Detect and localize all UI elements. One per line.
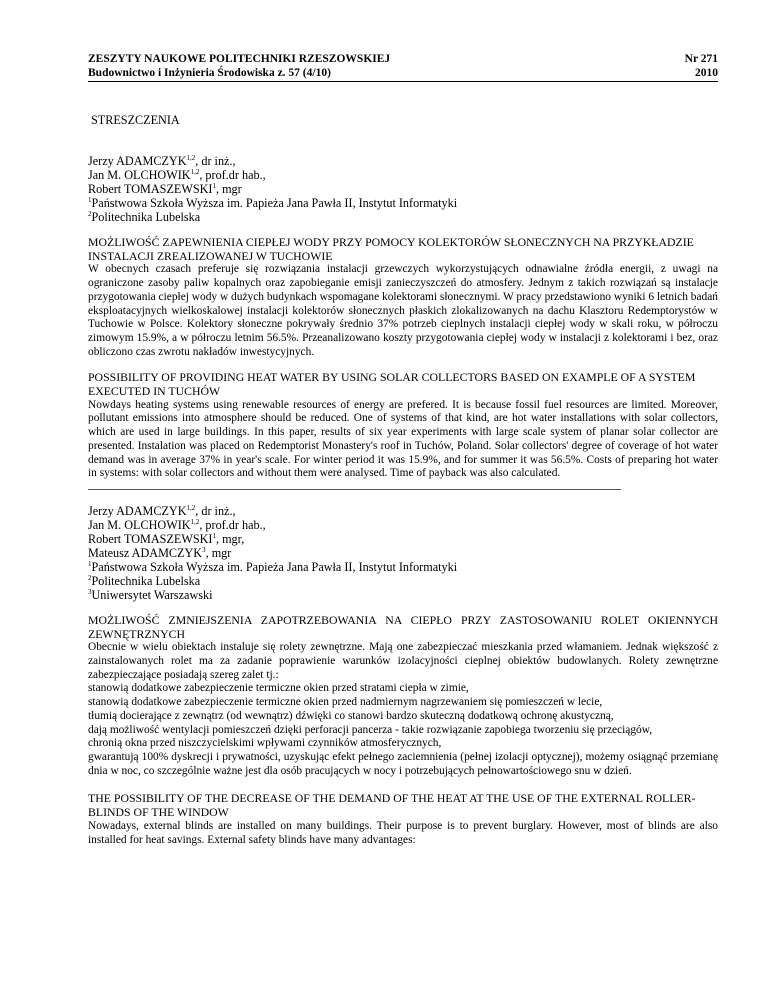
journal-header-right <box>685 52 718 80</box>
author-line <box>88 518 718 532</box>
author-degree: , mgr <box>205 545 232 560</box>
title-polish: MOŻLIWOŚĆ ZAPEWNIENIA CIEPŁEJ WODY PRZY POMOCY KOLEKTORÓW SŁONECZNYCH NA PRZYKŁADZIE INSTALACJI ZREALIZOWANEJ W TUCHOWIE <box>88 235 694 263</box>
affiliation-mark: 1 <box>88 196 92 204</box>
title-english: THE POSSIBILITY OF THE DECREASE OF THE DEMAND OF THE HEAT AT THE USE OF THE EXTERNAL ROLLER-BLINDS OF THE WINDOW <box>88 791 696 820</box>
advantage-item: gwarantują 100% dyskrecji i prywatności, uzyskując efekt pełnego zaciemnienia (pełnej izolacji optycznej), możemy osiągnąć przemianę dnia w noc, co szczególnie ważne jest dla osób pracujących w nocy i potrzebujących pełnowartościowego snu w dzień. <box>88 750 718 777</box>
author-line <box>88 168 718 182</box>
abstract-entry <box>88 154 718 490</box>
affiliation-mark: 3 <box>88 587 92 596</box>
journal-name: ZESZYTY NAUKOWE POLITECHNIKI RZESZOWSKIEJ <box>88 53 391 65</box>
advantage-item: stanowią dodatkowe zabezpieczenie termiczne okien przed stratami ciepła w zimie, <box>88 682 469 695</box>
author-affiliation-mark: 3 <box>202 545 206 554</box>
advantage-item: tłumią docierające z zewnątrz (od wewnątrz) dźwięki co stanowi bardzo skuteczną dodatkową ochronę akustyczną, <box>88 709 614 722</box>
title-english: POSSIBILITY OF PROVIDING HEAT WATER BY USING SOLAR COLLECTORS BASED ON EXAMPLE OF A SYSTEM EXECUTED IN TUCHÓW <box>88 370 696 399</box>
abstract-paragraph: Obecnie w wielu obiektach instaluje się rolety zewnętrzne. Mają one zabezpieczać mieszkania przed włamaniem. Jednak większość z zainstalowanych rolet ma za zadanie poprawienie warunków izolacyjności cieplnej obiektów budowlanych. Rolety zewnętrzne zabezpieczające posiadają szereg zalet tj.: <box>88 641 718 681</box>
author-name: Jerzy ADAMCZYK <box>88 503 187 518</box>
author-line <box>88 182 718 196</box>
affiliation-line <box>88 588 718 602</box>
author-affiliation-mark: 1,2 <box>186 503 196 512</box>
issue-year: 2010 <box>695 67 718 79</box>
advantage-item: stanowią dodatkowe zabezpieczenie termiczne okien przed nadmiernym nagrzewaniem się pomieszczeń w lecie, <box>88 696 603 709</box>
advantage-item: dają możliwość wentylacji pomieszczeń dzięki perforacji pancerza - takie rozwiązanie zapobiega tworzeniu się przeciągów, <box>88 723 653 736</box>
author-line <box>88 532 718 546</box>
author-name: Jerzy ADAMCZYK <box>88 154 187 168</box>
affiliation-line <box>88 574 718 588</box>
author-affiliation-mark: 1 <box>212 531 216 540</box>
author-name: Mateusz ADAMCZYK <box>88 545 203 560</box>
separator-line <box>88 489 621 490</box>
abstract-english: Nowdays heating systems using renewable resources of energy are prefered. It is because fossil fuel resources are limited. Moreover, pollutant emissions into atmosphere should be reduced. One of systems of that kind, are hot water installations with solar collectors, which are used in large buildings. In this paper, results of six year experiments with large scale system of planar solar collector are presented. Instalation was placed on Redemptorist Monastery's roof in Tuchów, Poland. Solar collectors' degree of coverage of hot water demand was in average 37% in year's scale. For winter period it was 15.9%, and for summer it was 56.5%. Costs of preparing hot water in systems: with solar collectors and without them were analysed. Time of payback was also calculated. <box>88 398 718 480</box>
affiliation-text: Uniwersytet Warszawski <box>91 587 213 602</box>
author-degree: , mgr, <box>215 531 245 546</box>
affiliation-mark: 2 <box>88 573 92 582</box>
title-polish: MOŻLIWOŚĆ ZMNIEJSZENIA ZAPOTRZEBOWANIA NA CIEPŁO PRZY ZASTOSOWANIU ROLET OKIENNYCH ZEWNĘTRZNYCH <box>88 612 718 641</box>
section-title: STRESZCZENIA <box>91 113 180 127</box>
author-name: Robert TOMASZEWSKI <box>88 182 213 196</box>
author-affiliation-mark: 1,2 <box>186 154 196 162</box>
affiliation-mark: 1 <box>88 559 92 568</box>
affiliation-text: Politechnika Lubelska <box>91 573 201 588</box>
author-line <box>88 546 718 560</box>
author-degree: , dr inż., <box>195 503 236 518</box>
author-degree: , dr inż., <box>195 154 236 168</box>
journal-header-left <box>88 52 390 80</box>
abstract-entry <box>88 504 718 847</box>
author-degree: , prof.dr hab., <box>199 168 266 182</box>
affiliation-mark: 2 <box>88 210 92 218</box>
author-list <box>88 154 718 224</box>
author-name: Jan M. OLCHOWIK <box>88 517 191 532</box>
affiliation-line <box>88 210 718 224</box>
affiliation-text: Państwowa Szkoła Wyższa im. Papieża Jana Pawła II, Instytut Informatyki <box>91 559 458 574</box>
affiliation-text: Politechnika Lubelska <box>91 210 201 224</box>
abstract-polish: W obecnych czasach preferuje się rozwiązania instalacji grzewczych wykorzystujących odnawialne źródła energii, z uwagi na ograniczone zasoby paliw kopalnych oraz zapobieganie emisji zanieczyszczeń do atmosfery. Jednym z takich rozwiązań są instalacje przygotowania ciepłej wody w dużych budynkach wspomagane kolektorami słonecznymi. W pracy przedstawiono wyniki 6 letnich badań eksploatacyjnych wielkoskalowej instalacji kolektorów słonecznych płaskich zlokalizowanych na dachu Klasztoru Redemptorystów w Tuchowie w Polsce. Kolektory słoneczne pokrywały średnio 37% potrzeb cieplnych instalacji ciepłej wody w skali roku, w półroczu zimowym 15.9%, a w półroczu letnim 56.5%. Przeanalizowano koszty przygotowania ciepłej wody w instalacji z kolektorami i bez, oraz obliczono czas zwrotu nakładów inwestycyjnych. <box>88 263 718 358</box>
author-line <box>88 154 718 168</box>
author-affiliation-mark: 1,2 <box>190 517 200 526</box>
journal-series: Budownictwo i Inżynieria Środowiska z. 57 (4/10) <box>88 67 331 79</box>
author-name: Jan M. OLCHOWIK <box>88 168 191 182</box>
issue-number: Nr 271 <box>684 53 718 65</box>
author-list <box>88 504 718 602</box>
affiliation-line <box>88 196 718 210</box>
abstract-polish <box>88 641 718 778</box>
page <box>88 52 718 847</box>
author-line <box>88 504 718 518</box>
abstract-english: Nowadays, external blinds are installed on many buildings. Their purpose is to prevent burglary. However, most of blinds are also installed for heat savings. External safety blinds have many advantages: <box>88 819 718 846</box>
author-degree: , prof.dr hab., <box>199 517 266 532</box>
author-name: Robert TOMASZEWSKI <box>88 531 213 546</box>
journal-header <box>88 52 718 82</box>
author-affiliation-mark: 1 <box>212 182 216 190</box>
affiliation-text: Państwowa Szkoła Wyższa im. Papieża Jana Pawła II, Instytut Informatyki <box>91 196 458 210</box>
affiliation-line <box>88 560 718 574</box>
author-degree: , mgr <box>215 182 242 196</box>
author-affiliation-mark: 1,2 <box>190 168 200 176</box>
advantage-item: chronią okna przed niszczycielskimi wpływami czynników atmosferycznych, <box>88 737 442 750</box>
